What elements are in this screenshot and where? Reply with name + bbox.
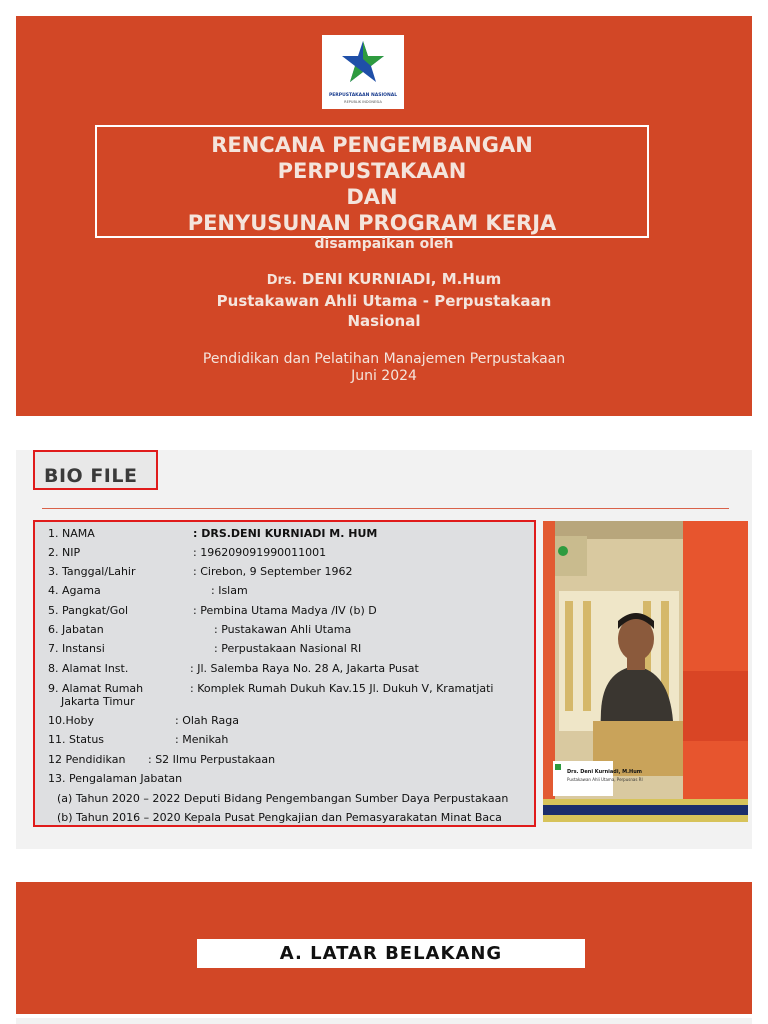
row-value: : Menikah (175, 733, 229, 746)
row-label: (a) Tahun 2020 – 2022 Deputi Bidang Pengembangan Sumber Daya Perpustakaan (57, 792, 509, 805)
row-label: 10.Hoby (48, 714, 94, 727)
bio-row-home-address (48, 682, 494, 695)
bio-row-status (48, 733, 229, 746)
row-label: 7. Instansi (48, 642, 105, 655)
author-role-line-2: Nasional (347, 312, 421, 330)
bio-heading: BIO FILE (44, 465, 138, 487)
divider (42, 508, 729, 509)
row-label: 2. NIP (48, 546, 81, 559)
title-line-3: DAN (346, 185, 398, 209)
star-logo-icon (340, 39, 386, 91)
row-value: : Perpustakaan Nasional RI (214, 642, 362, 655)
bio-row-nip (48, 546, 327, 559)
bio-row-inst-address (48, 662, 419, 675)
row-value: : Pustakawan Ahli Utama (214, 623, 352, 636)
row-value: : S2 Ilmu Perpustakaan (148, 753, 276, 766)
bio-row-experience (48, 772, 182, 785)
bio-row-position (48, 623, 352, 636)
author-role-line-1: Pustakawan Ahli Utama - Perpustakaan (216, 292, 552, 310)
bio-row-experience-b (57, 811, 502, 824)
title-line-4: PENYUSUNAN PROGRAM KERJA (187, 211, 557, 235)
row-value: : DRS.DENI KURNIADI M. HUM (193, 527, 378, 540)
bio-row-birth (48, 565, 353, 578)
bio-row-nama (48, 527, 378, 540)
author-prefix: Drs. (266, 273, 297, 288)
row-value: : Olah Raga (175, 714, 239, 727)
presented-by: disampaikan oleh (314, 236, 454, 252)
author-name: DENI KURNIADI, M.Hum (296, 270, 502, 288)
logo-name: PERPUSTAKAAN NASIONAL (328, 93, 398, 98)
bio-row-hobby (48, 714, 239, 727)
title-line-1: RENCANA PENGEMBANGAN (211, 133, 533, 157)
bio-row-experience-a (57, 792, 508, 805)
row-label: 5. Pangkat/Gol (48, 604, 129, 617)
event-info (16, 351, 752, 385)
row-value: : Jl. Salemba Raya No. 28 A, Jakarta Pusat (190, 662, 419, 675)
title-line-2: PERPUSTAKAAN (277, 159, 467, 183)
logo-subtitle: REPUBLIK INDONESIA (344, 100, 382, 104)
row-value: : Pembina Utama Madya /IV (b) D (193, 604, 377, 617)
row-label: 3. Tanggal/Lahir (48, 565, 136, 578)
row-label: (b) Tahun 2016 – 2020 Kepala Pusat Pengkajian dan Pemasyarakatan Minat Baca (57, 811, 502, 824)
row-label: Jakarta Timur (61, 695, 135, 708)
bio-row-home-address-cont (61, 695, 135, 708)
row-label: 4. Agama (48, 584, 101, 597)
perpusnas-logo (322, 35, 404, 109)
bio-row-rank (48, 604, 377, 617)
speaker-photo (543, 521, 748, 822)
row-label: 1. NAMA (48, 527, 95, 540)
row-value: : 196209091990011001 (193, 546, 327, 559)
row-value: : Komplek Rumah Dukuh Kav.15 Jl. Dukuh V, Kramatjati (190, 682, 494, 695)
row-label: 11. Status (48, 733, 105, 746)
row-label: 8. Alamat Inst. (48, 662, 129, 675)
bio-row-institution (48, 642, 362, 655)
bio-info-panel (33, 520, 536, 827)
presentation-title (95, 132, 649, 236)
title-slide (16, 16, 752, 416)
author-block (16, 269, 752, 331)
next-slide-edge (16, 1018, 752, 1024)
row-value: : Islam (211, 584, 248, 597)
bio-slide (16, 450, 752, 849)
event-date: Juni 2024 (351, 368, 417, 384)
photo-caption-name: Drs. Deni Kurniadi, M.Hum (567, 769, 643, 775)
bio-row-religion (48, 584, 248, 597)
row-label: 13. Pengalaman Jabatan (48, 772, 183, 785)
photo-caption-role: Pustakawan Ahli Utama, Perpusnas RI (567, 777, 643, 782)
section-heading: A. LATAR BELAKANG (197, 939, 585, 968)
section-slide (16, 882, 752, 1014)
row-label: 12 Pendidikan (48, 753, 126, 766)
row-label: 6. Jabatan (48, 623, 104, 636)
event-name: Pendidikan dan Pelatihan Manajemen Perpustakaan (202, 351, 566, 367)
row-value: : Cirebon, 9 September 1962 (193, 565, 353, 578)
row-label: 9. Alamat Rumah (48, 682, 144, 695)
bio-row-education (48, 753, 276, 766)
